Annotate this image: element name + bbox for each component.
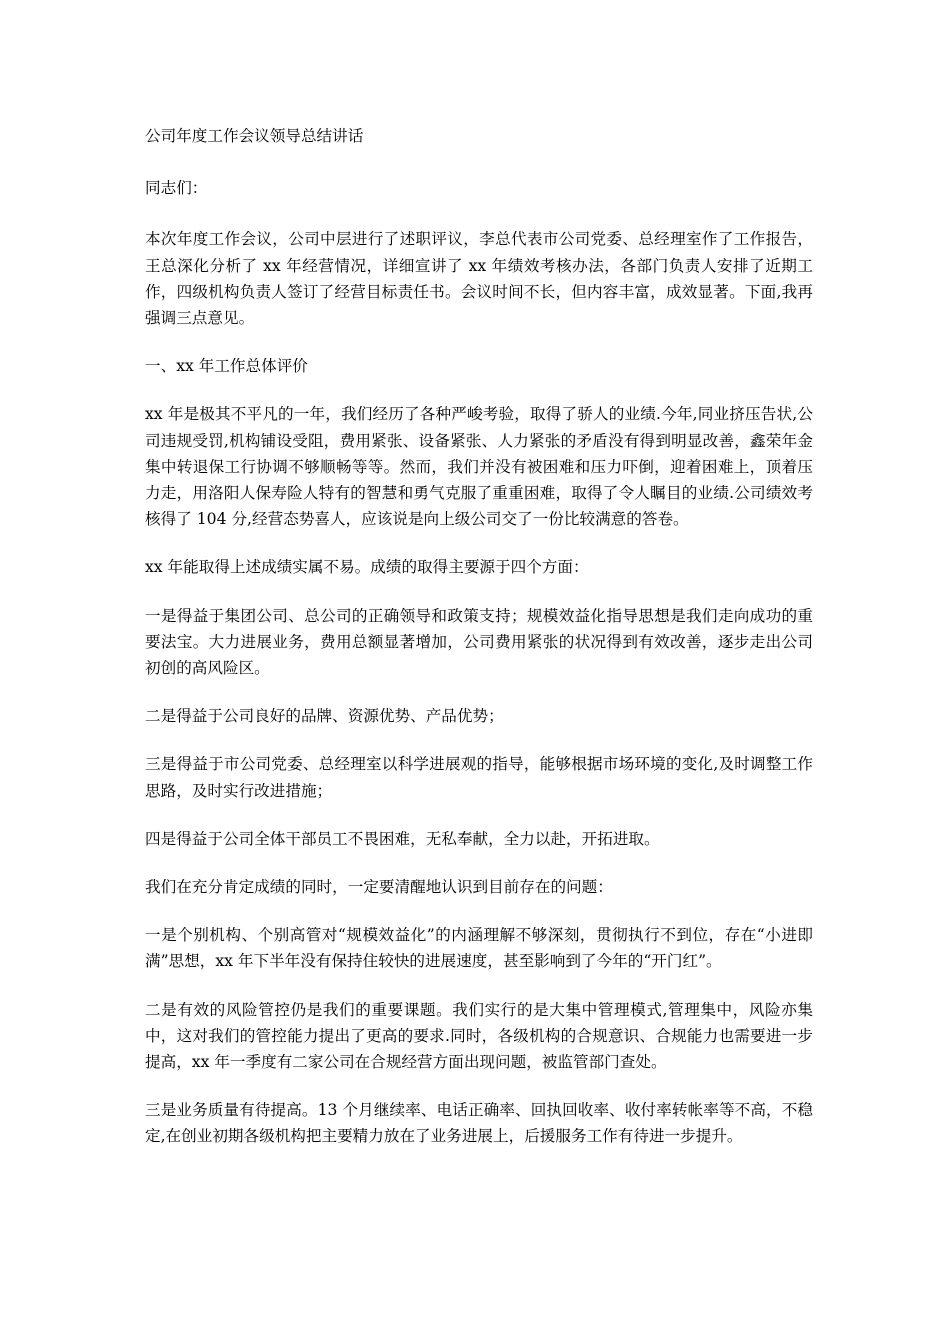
document-body bbox=[145, 123, 813, 1172]
paragraph-point-4: 四是得益于公司全体干部员工不畏困难，无私奉献，全力以赴，开拓进取。 bbox=[145, 829, 660, 848]
document-title: 公司年度工作会议领导总结讲话 bbox=[145, 127, 364, 145]
paragraph-problem-1: 一是个别机构、个别高管对“规模效益化”的内涵理解不够深刻，贯彻执行不到位，存在“小进即满”思想，xx 年下半年没有保持住较快的进展速度，甚至影响到了今年的“开门红”。 bbox=[145, 926, 813, 971]
paragraph-intro: 本次年度工作会议，公司中层进行了述职评议，李总代表市公司党委、总经理室作了工作报告，王总深化分析了 xx 年经营情况，详细宣讲了 xx 年绩效考核办法，各部门负责人安排了近期工作，四级机构负责人签订了经营目标责任书。会议时间不长，但内容丰富，成效显著。下面,我再强调三点意见。 bbox=[145, 230, 813, 328]
paragraph-evaluation: xx 年是极其不平凡的一年，我们经历了各种严峻考验，取得了骄人的业绩.今年,同业挤压告状,公司违规受罚,机构铺设受阻，费用紧张、设备紧张、人力紧张的矛盾没有得到明显改善，鑫荣年金集中转退保工行协调不够顺畅等等。然而，我们并没有被困难和压力吓倒，迎着困难上，顶着压力走，用洛阳人保寿险人特有的智慧和勇气克服了重重困难，取得了令人瞩目的业绩.公司绩效考核得了 104 分,经营态势喜人，应该说是向上级公司交了一份比较满意的答卷。 bbox=[145, 405, 813, 529]
paragraph-problem-3: 三是业务质量有待提高。13 个月继续率、电话正确率、回执回收率、收付率转帐率等不高，不稳定,在创业初期各级机构把主要精力放在了业务进展上，后援服务工作有待进一步提升。 bbox=[145, 1101, 813, 1146]
paragraph-point-1: 一是得益于集团公司、总公司的正确领导和政策支持；规模效益化指导思想是我们走向成功的重要法宝。大力进展业务，费用总额显著增加，公司费用紧张的状况得到有效改善，逐步走出公司初创的高风险区。 bbox=[145, 606, 813, 678]
paragraph-point-3: 三是得益于市公司党委、总经理室以科学进展观的指导，能够根据市场环境的变化,及时调整工作思路，及时实行改进措施； bbox=[145, 755, 813, 800]
paragraph-problem-2: 二是有效的风险管控仍是我们的重要课题。我们实行的是大集中管理模式,管理集中，风险亦集中，这对我们的管控能力提出了更高的要求.同时，各级机构的合规意识、合规能力也需要进一步提高，xx 年一季度有二家公司在合规经营方面出现问题，被监管部门查处。 bbox=[145, 1000, 813, 1072]
section-heading-1: 一、xx 年工作总体评价 bbox=[145, 357, 308, 376]
greeting: 同志们： bbox=[145, 179, 208, 198]
paragraph-point-2: 二是得益于公司良好的品牌、资源优势、产品优势； bbox=[145, 707, 504, 726]
paragraph-sources: xx 年能取得上述成绩实属不易。成绩的取得主要源于四个方面： bbox=[145, 558, 589, 577]
paragraph-problems-intro: 我们在充分肯定成绩的同时，一定要清醒地认识到目前存在的问题： bbox=[145, 878, 613, 897]
